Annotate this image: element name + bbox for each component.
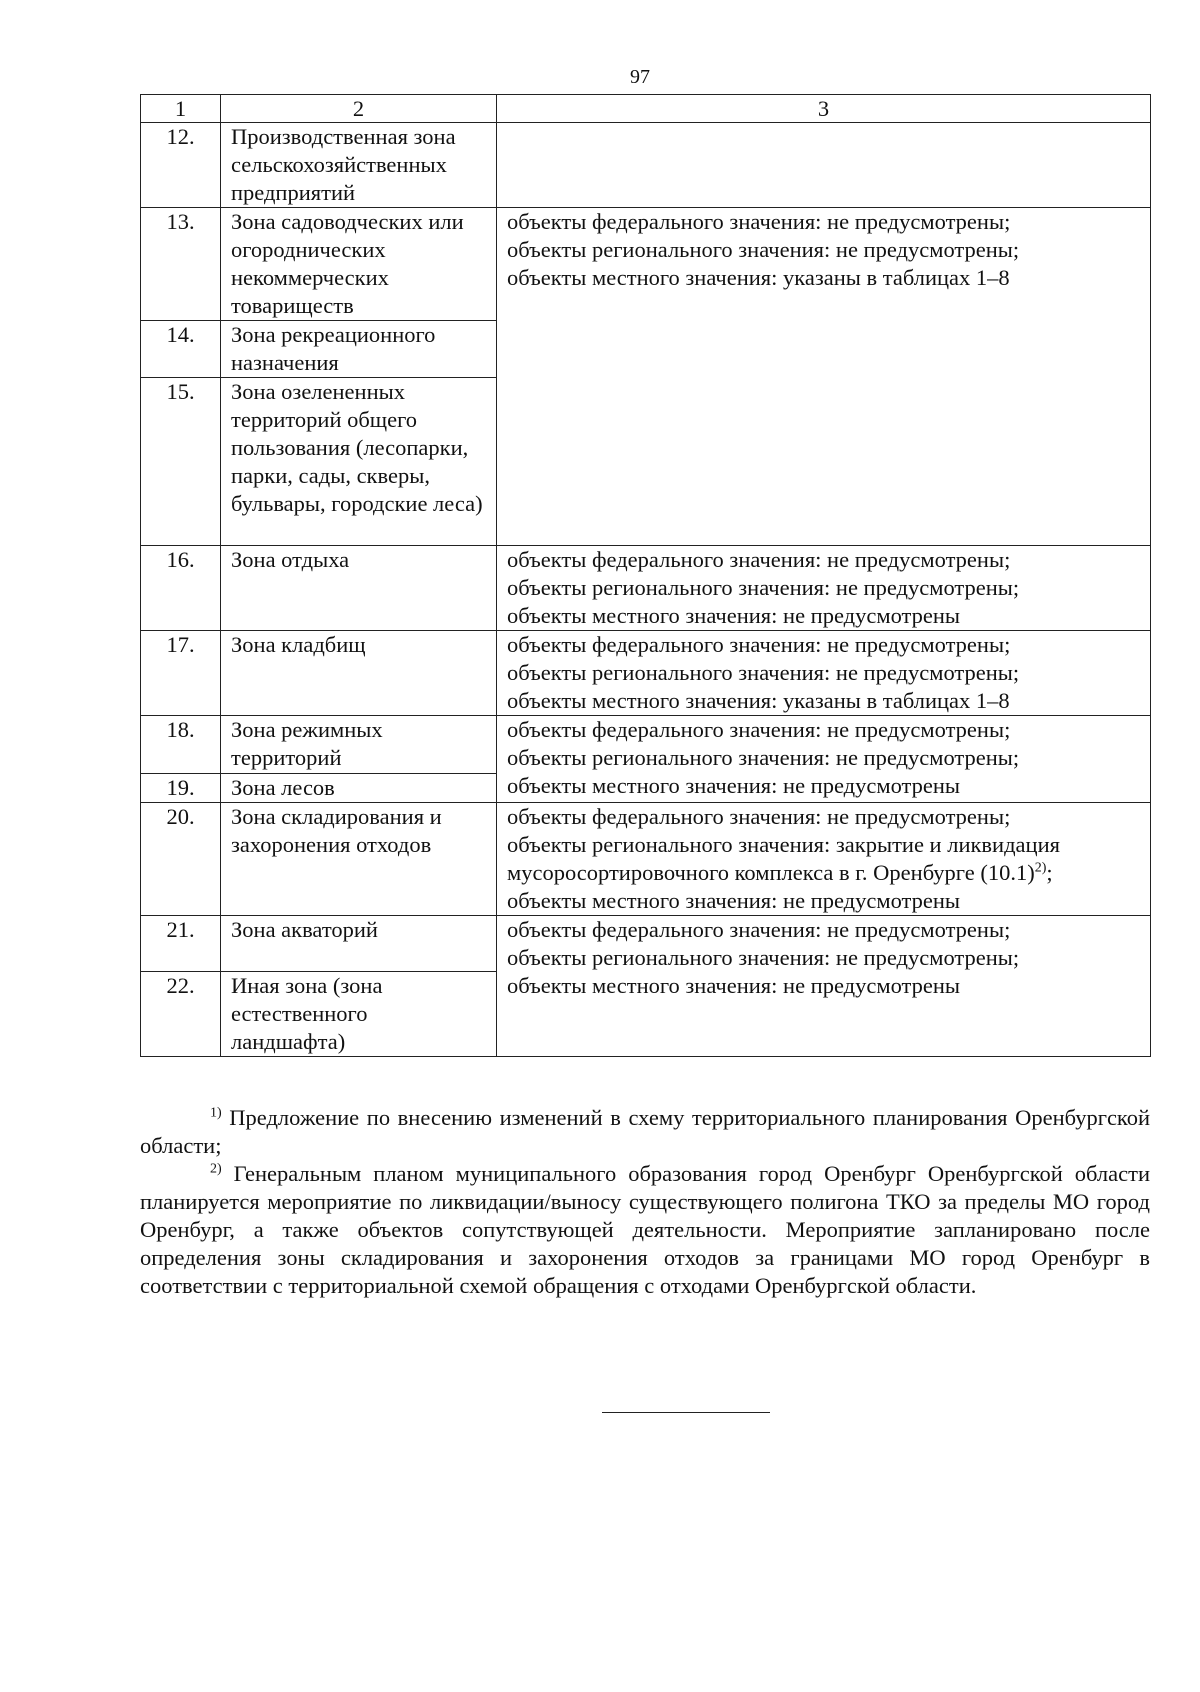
federal-objects-text: объекты федерального значения: не предусмотрены; bbox=[507, 547, 1011, 572]
local-objects-text: объекты местного значения: указаны в таблицах 1–8 bbox=[507, 265, 1010, 290]
column-header-zone: 2 bbox=[221, 95, 497, 123]
planned-objects-cell bbox=[497, 546, 1151, 631]
row-number: 15. bbox=[141, 378, 221, 546]
zones-table bbox=[140, 94, 1151, 1057]
footnote-text: Предложение по внесению изменений в схему территориального планирования Оренбургской области; bbox=[140, 1105, 1151, 1158]
regional-objects-text-tail: ; bbox=[1046, 860, 1053, 885]
planned-objects-cell bbox=[497, 208, 1151, 546]
zone-name: Зона режимных территорий bbox=[221, 716, 497, 774]
zone-name: Зона отдыха bbox=[221, 546, 497, 631]
regional-objects-text: объекты регионального значения: не предусмотрены; bbox=[507, 660, 1020, 685]
footnote-mark: 1) bbox=[210, 1105, 222, 1121]
footnote-2 bbox=[140, 1160, 1150, 1300]
footnote-text: Генеральным планом муниципального образования город Оренбург Оренбургской области планируется мероприятие по ликвидации/выносу существующего полигона ТКО за пределы МО город Оренбург, а также объектов сопутствующей деятельности. Мероприятие запланировано после определения зоны складирования и захоронения отходов за границами МО город Оренбург в соответствии с территориальной схемой обращения с отходами Оренбургской области. bbox=[140, 1161, 1151, 1298]
row-number: 19. bbox=[141, 774, 221, 803]
zone-name: Зона кладбищ bbox=[221, 631, 497, 716]
end-divider-line bbox=[602, 1412, 770, 1413]
local-objects-text: объекты местного значения: не предусмотрены bbox=[507, 888, 961, 913]
regional-objects-text: объекты регионального значения: не предусмотрены; bbox=[507, 745, 1020, 770]
zone-name: Зона садоводческих или огороднических некоммерческих товариществ bbox=[221, 208, 497, 321]
planned-objects-cell bbox=[497, 803, 1151, 916]
row-number: 17. bbox=[141, 631, 221, 716]
column-header-number: 1 bbox=[141, 95, 221, 123]
planned-objects-cell bbox=[497, 916, 1151, 1057]
table-row bbox=[141, 208, 1151, 321]
table-row bbox=[141, 123, 1151, 208]
row-number: 18. bbox=[141, 716, 221, 774]
row-number: 12. bbox=[141, 123, 221, 208]
planned-objects-cell bbox=[497, 123, 1151, 208]
local-objects-text: объекты местного значения: не предусмотрены bbox=[507, 603, 961, 628]
regional-objects-text: объекты регионального значения: не предусмотрены; bbox=[507, 945, 1020, 970]
federal-objects-text: объекты федерального значения: не предусмотрены; bbox=[507, 917, 1011, 942]
zone-name: Иная зона (зона естественного ландшафта) bbox=[221, 972, 497, 1057]
table-row bbox=[141, 803, 1151, 916]
zone-name: Зона складирования и захоронения отходов bbox=[221, 803, 497, 916]
regional-objects-text: объекты регионального значения: не предусмотрены; bbox=[507, 237, 1020, 262]
page-number: 97 bbox=[630, 66, 650, 88]
row-number: 20. bbox=[141, 803, 221, 916]
federal-objects-text: объекты федерального значения: не предусмотрены; bbox=[507, 804, 1011, 829]
planned-objects-cell bbox=[497, 716, 1151, 803]
row-number: 14. bbox=[141, 321, 221, 378]
local-objects-text: объекты местного значения: не предусмотрены bbox=[507, 773, 961, 798]
footnotes bbox=[140, 1104, 1150, 1300]
table-row bbox=[141, 546, 1151, 631]
row-number: 16. bbox=[141, 546, 221, 631]
row-number: 21. bbox=[141, 916, 221, 972]
federal-objects-text: объекты федерального значения: не предусмотрены; bbox=[507, 209, 1011, 234]
planned-objects-cell bbox=[497, 631, 1151, 716]
table-row bbox=[141, 716, 1151, 774]
regional-objects-text-part: мусоросортировочного комплекса в г. Оренбурге (10.1) bbox=[507, 860, 1035, 885]
local-objects-text: объекты местного значения: не предусмотрены bbox=[507, 973, 961, 998]
zone-name: Зона лесов bbox=[221, 774, 497, 803]
table-header-row bbox=[141, 95, 1151, 123]
zone-name: Производственная зона сельскохозяйственных предприятий bbox=[221, 123, 497, 208]
row-number: 22. bbox=[141, 972, 221, 1057]
footnote-ref-2: 2) bbox=[1034, 860, 1047, 876]
row-number: 13. bbox=[141, 208, 221, 321]
footnote-mark: 2) bbox=[210, 1161, 222, 1177]
column-header-objects: 3 bbox=[497, 95, 1151, 123]
zone-name: Зона рекреационного назначения bbox=[221, 321, 497, 378]
table-row bbox=[141, 631, 1151, 716]
zone-name: Зона акваторий bbox=[221, 916, 497, 972]
federal-objects-text: объекты федерального значения: не предусмотрены; bbox=[507, 632, 1011, 657]
zone-name: Зона озелененных территорий общего пользования (лесопарки, парки, сады, скверы, бульвары, городские леса) bbox=[221, 378, 497, 546]
federal-objects-text: объекты федерального значения: не предусмотрены; bbox=[507, 717, 1011, 742]
table-row bbox=[141, 916, 1151, 972]
footnote-1 bbox=[140, 1104, 1150, 1160]
regional-objects-text: объекты регионального значения: закрытие и ликвидация bbox=[507, 832, 1060, 857]
regional-objects-text: объекты регионального значения: не предусмотрены; bbox=[507, 575, 1020, 600]
local-objects-text: объекты местного значения: указаны в таблицах 1–8 bbox=[507, 688, 1010, 713]
regional-objects-text-continued bbox=[507, 859, 1140, 887]
